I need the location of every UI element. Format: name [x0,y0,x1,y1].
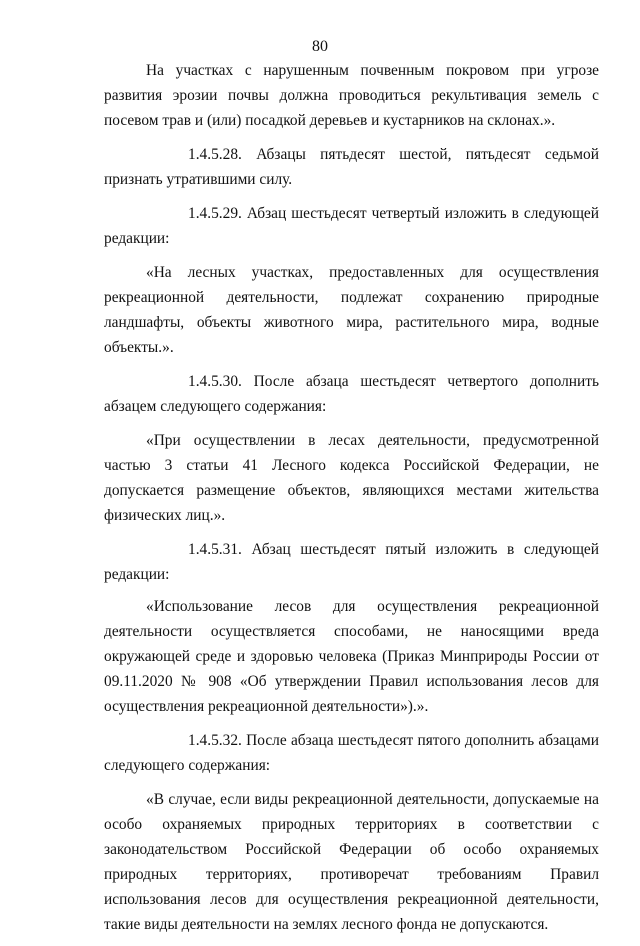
paragraph-1-4-5-31 [104,537,599,587]
paragraph-text: На участках с нарушенным почвенным покровом при угрозе развития эрозии почвы должна проводиться рекультивация земель с посевом трав и (или) посадкой деревьев и кустарников на склонах.». [104,62,599,129]
paragraph-text: «На лесных участках, предоставленных для осуществления рекреационной деятельности, подлежат сохранению природные ландшафты, объекты животного мира, растительного мира, водные объекты.». [104,264,599,356]
clause-number: 1.4.5.30. [188,373,242,390]
paragraph-text: «Использование лесов для осуществления рекреационной деятельности осуществляется способами, не наносящими вреда окружающей среде и здоровью человека (Приказ Минприроды России от 09.11.2020 № 908 «Об утверждении Правил использования лесов для осуществления рекреационной деятельности»).». [104,598,599,715]
paragraph-text: После абзаца шестьдесят пятого дополнить абзацами следующего содержания: [104,732,599,774]
paragraph-text: Абзацы пятьдесят шестой, пятьдесят седьмой признать утратившими силу. [104,146,599,188]
clause-number: 1.4.5.28. [188,146,242,163]
paragraph-erosion-recultivation [104,58,599,133]
clause-number: 1.4.5.32. [188,732,242,749]
paragraph-text: «В случае, если виды рекреационной деятельности, допускаемые на особо охраняемых природных территориях в соответствии с законодательством Российской Федерации об особо охраняемых природных территориях, противоречат требованиям Правил использования лесов для осуществления рекреационной деятельности, такие виды деятельности на землях лесного фонда не допускаются. [104,791,599,933]
quoted-paragraph-forest-code [104,428,599,528]
paragraph-text: Абзац шестьдесят четвертый изложить в следующей редакции: [104,205,599,247]
clause-number: 1.4.5.31. [188,541,242,558]
paragraph-text: «При осуществлении в лесах деятельности, предусмотренной частью 3 статьи 41 Лесного кодекса Российской Федерации, не допускается размещение объектов, являющихся местами жительства физических лиц.». [104,432,599,524]
paragraph-1-4-5-28 [104,142,599,192]
clause-number: 1.4.5.29. [188,205,242,222]
quoted-paragraph-recreational-plots [104,260,599,360]
paragraph-1-4-5-32 [104,728,599,778]
page-number: 80 [312,38,328,55]
paragraph-1-4-5-29 [104,201,599,251]
paragraph-text: После абзаца шестьдесят четвертого дополнить абзацем следующего содержания: [104,373,599,415]
paragraph-text: Абзац шестьдесят пятый изложить в следующей редакции: [104,541,599,583]
quoted-paragraph-protected-areas [104,787,599,937]
document-body [104,58,599,946]
quoted-paragraph-forest-use [104,594,599,719]
paragraph-1-4-5-30 [104,369,599,419]
